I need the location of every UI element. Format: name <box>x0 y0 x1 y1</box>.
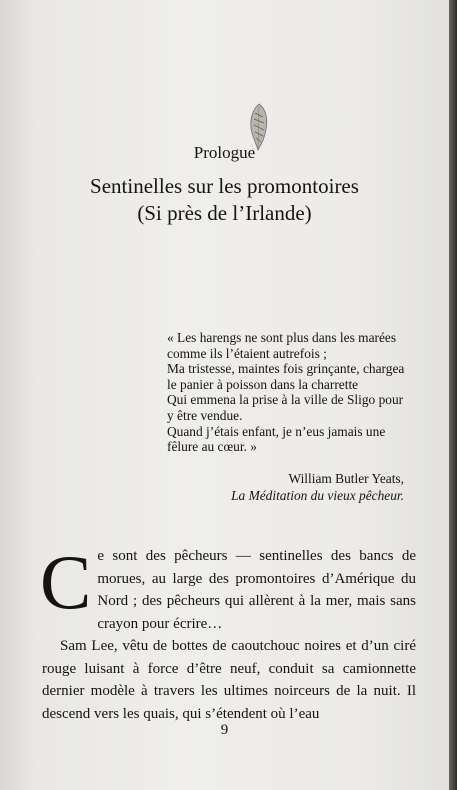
epigraph <box>167 330 419 455</box>
chapter-label: Prologue <box>193 143 256 162</box>
epigraph-line: « Les harengs ne sont plus dans les marées <box>167 330 397 345</box>
epigraph-work: La Méditation du vieux pêcheur. <box>231 488 404 503</box>
chapter-title <box>0 173 449 227</box>
epigraph-attribution <box>167 470 404 504</box>
epigraph-line: comme ils l’étaient autrefois ; <box>167 345 327 361</box>
epigraph-line: Ma tristesse, maintes fois grinçante, chargea <box>167 361 405 377</box>
body-paragraph-2: Sam Lee, vêtu de bottes de caoutchouc noires et d’un ciré rouge luisant à force d’être neuf, conduit sa camionnette dernier modèle à travers les ultimes noirceurs de la nuit. Il descend vers les quais, qui s’étendent où l’eau <box>42 638 416 722</box>
epigraph-line: fêlure au cœur. » <box>167 439 257 455</box>
body-paragraph-1-text: e sont des pêcheurs — sentinelles des bancs de morues, au large des promontoires d’Amérique du Nord ; des pêcheurs qui allèrent à la mer, mais sans crayon pour écrire… <box>97 548 416 632</box>
book-spine-edge <box>449 0 457 790</box>
epigraph-line: Quand j’étais enfant, je n’eus jamais une <box>167 423 386 439</box>
chapter-title-line-2: (Si près de l’Irlande) <box>137 201 312 225</box>
drop-cap: C <box>40 539 92 625</box>
epigraph-line: Qui emmena la prise à la ville de Sligo pour <box>167 392 404 408</box>
page-number: 9 <box>220 722 229 738</box>
chapter-title-line-1: Sentinelles sur les promontoires <box>90 174 359 198</box>
body-paragraph-1 <box>40 539 416 635</box>
body-text <box>40 539 416 725</box>
epigraph-line: le panier à poisson dans la charrette <box>167 376 359 392</box>
epigraph-author: William Butler Yeats, <box>288 471 404 486</box>
epigraph-line: y être vendue. <box>167 407 243 423</box>
